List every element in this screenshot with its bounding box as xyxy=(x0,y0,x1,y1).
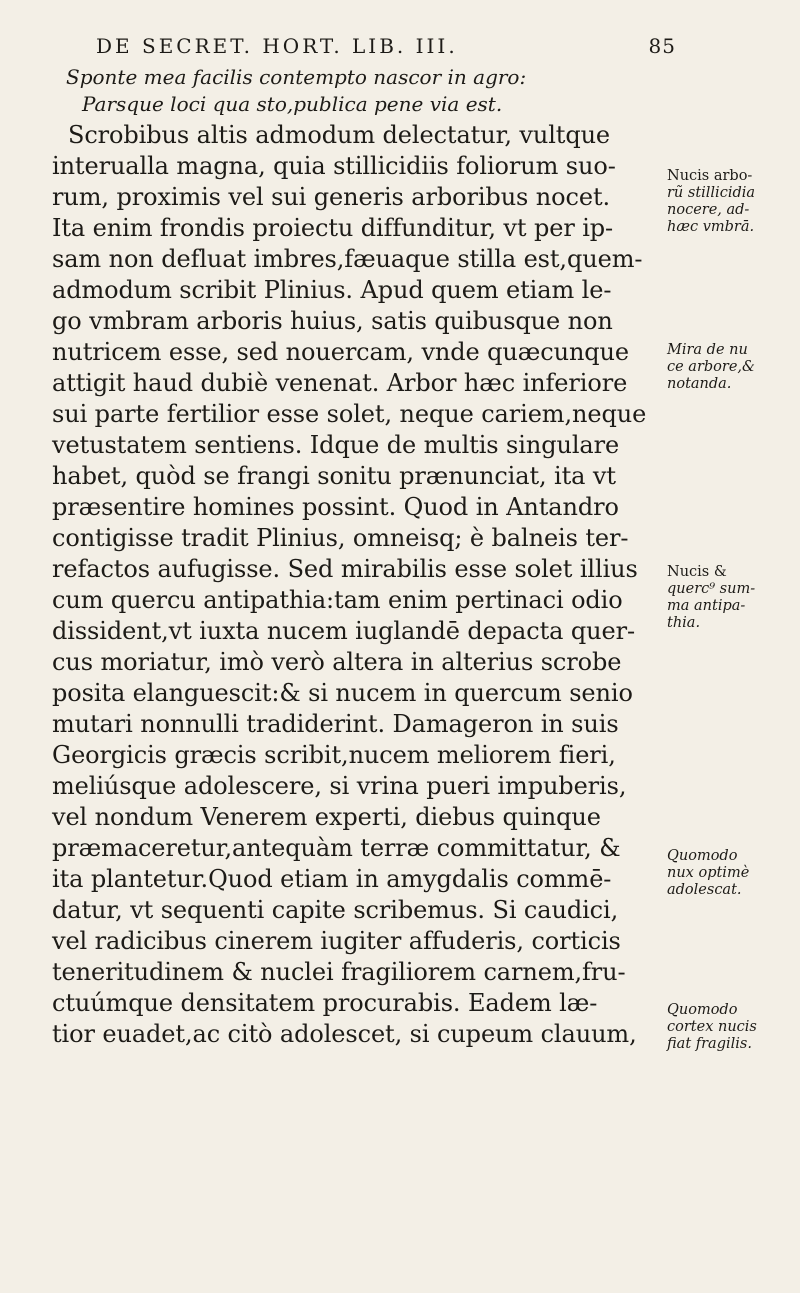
margin-note-line: Quomodo xyxy=(667,1002,738,1018)
verse-line: Sponte mea facilis contempto nascor in agro: xyxy=(66,65,527,89)
margin-note-line: Nucis arbo- xyxy=(667,168,753,184)
text-line: ctuúmque densitatem procurabis. Eadem læ- xyxy=(52,989,598,1017)
margin-note-line: nux optimè xyxy=(667,865,750,881)
text-line: posita elanguescit:& si nucem in quercum senio xyxy=(52,679,633,707)
margin-note-line: notanda. xyxy=(667,376,732,392)
running-head xyxy=(96,28,676,64)
text-line: dissident,vt iuxta nucem iuglandē depacta quer- xyxy=(52,617,635,645)
margin-note-line: rũ stillicidia xyxy=(667,185,756,201)
margin-note-line: Mira de nu xyxy=(667,342,748,358)
text-line: contigisse tradit Plinius, omneisq; è balneis ter- xyxy=(52,524,629,552)
margin-note-line: thia. xyxy=(667,615,701,631)
text-line: interualla magna, quia stillicidiis foliorum suo- xyxy=(52,152,616,180)
text-line: Ita enim frondis proiectu diffunditur, vt per ip- xyxy=(52,214,614,242)
text-line: vetustatem sentiens. Idque de multis singulare xyxy=(52,431,620,459)
text-line: sam non defluat imbres,fæuaque stilla est,quem- xyxy=(52,245,643,273)
margin-note-line: fiat fragilis. xyxy=(667,1036,752,1052)
text-line: præmaceretur,antequàm terræ committatur, & xyxy=(52,834,621,862)
margin-note-line: Quomodo xyxy=(667,848,738,864)
text-line: ita plantetur.Quod etiam in amygdalis commē- xyxy=(52,865,612,893)
margin-note-line: ma antipa- xyxy=(667,598,746,614)
margin-note-nucis-et-querc xyxy=(667,564,755,632)
text-line: sui parte fertilior esse solet, neque cariem,neque xyxy=(52,400,647,428)
main-text-column xyxy=(52,64,660,1050)
text-line: refactos aufugisse. Sed mirabilis esse solet illius xyxy=(52,555,638,583)
margin-note-line: ce arbore,& xyxy=(667,359,755,375)
margin-note-line: cortex nucis xyxy=(667,1019,757,1035)
text-line: cum quercu antipathia:tam enim pertinaci odio xyxy=(52,586,623,614)
margin-note-line: Nucis & xyxy=(667,564,727,580)
margin-note-quomodo-cortex xyxy=(667,1002,757,1053)
text-line: vel nondum Venerem experti, diebus quinque xyxy=(52,803,601,831)
text-line: go vmbram arboris huius, satis quibusque non xyxy=(52,307,613,335)
running-title: DE SECRET. HORT. LIB. III. xyxy=(96,34,458,58)
margin-note-line: hæc vmbrā. xyxy=(667,219,755,235)
text-line: præsentire homines possint. Quod in Antandro xyxy=(52,493,619,521)
text-line: cus moriatur, imò verò altera in alterius scrobe xyxy=(52,648,622,676)
margin-note-nucis-arborum xyxy=(667,168,755,236)
margin-note-mira-de-nu xyxy=(667,342,755,393)
text-line: vel radicibus cinerem iugiter affuderis, corticis xyxy=(52,927,621,955)
verse-line: Parsque loci qua sto,publica pene via est. xyxy=(82,92,503,116)
text-line: admodum scribit Plinius. Apud quem etiam le- xyxy=(52,276,612,304)
text-line: meliúsque adolescere, si vrina pueri impuberis, xyxy=(52,772,627,800)
margin-note-line: adolescat. xyxy=(667,882,742,898)
text-line: nutricem esse, sed nouercam, vnde quæcunque xyxy=(52,338,630,366)
margin-note-line: nocere, ad- xyxy=(667,202,750,218)
text-line: attigit haud dubiè venenat. Arbor hæc inferiore xyxy=(52,369,628,397)
text-line: mutari nonnulli tradiderint. Damageron in suis xyxy=(52,710,619,738)
text-line: Scrobibus altis admodum delectatur, vultque xyxy=(68,121,611,149)
text-line: Georgicis græcis scribit,nucem meliorem fieri, xyxy=(52,741,616,769)
text-line: rum, proximis vel sui generis arboribus nocet. xyxy=(52,183,611,211)
text-line: datur, vt sequenti capite scribemus. Si caudici, xyxy=(52,896,619,924)
text-line: tior euadet,ac citò adolescet, si cupeum clauum, xyxy=(52,1020,637,1048)
text-line: habet, quòd se frangi sonitu prænunciat, ita vt xyxy=(52,462,616,490)
margin-note-quomodo-nux xyxy=(667,848,749,899)
page-number: 85 xyxy=(648,34,676,58)
text-line: teneritudinem & nuclei fragiliorem carnem,fru- xyxy=(52,958,626,986)
margin-note-line: querc⁹ sum- xyxy=(667,581,756,597)
